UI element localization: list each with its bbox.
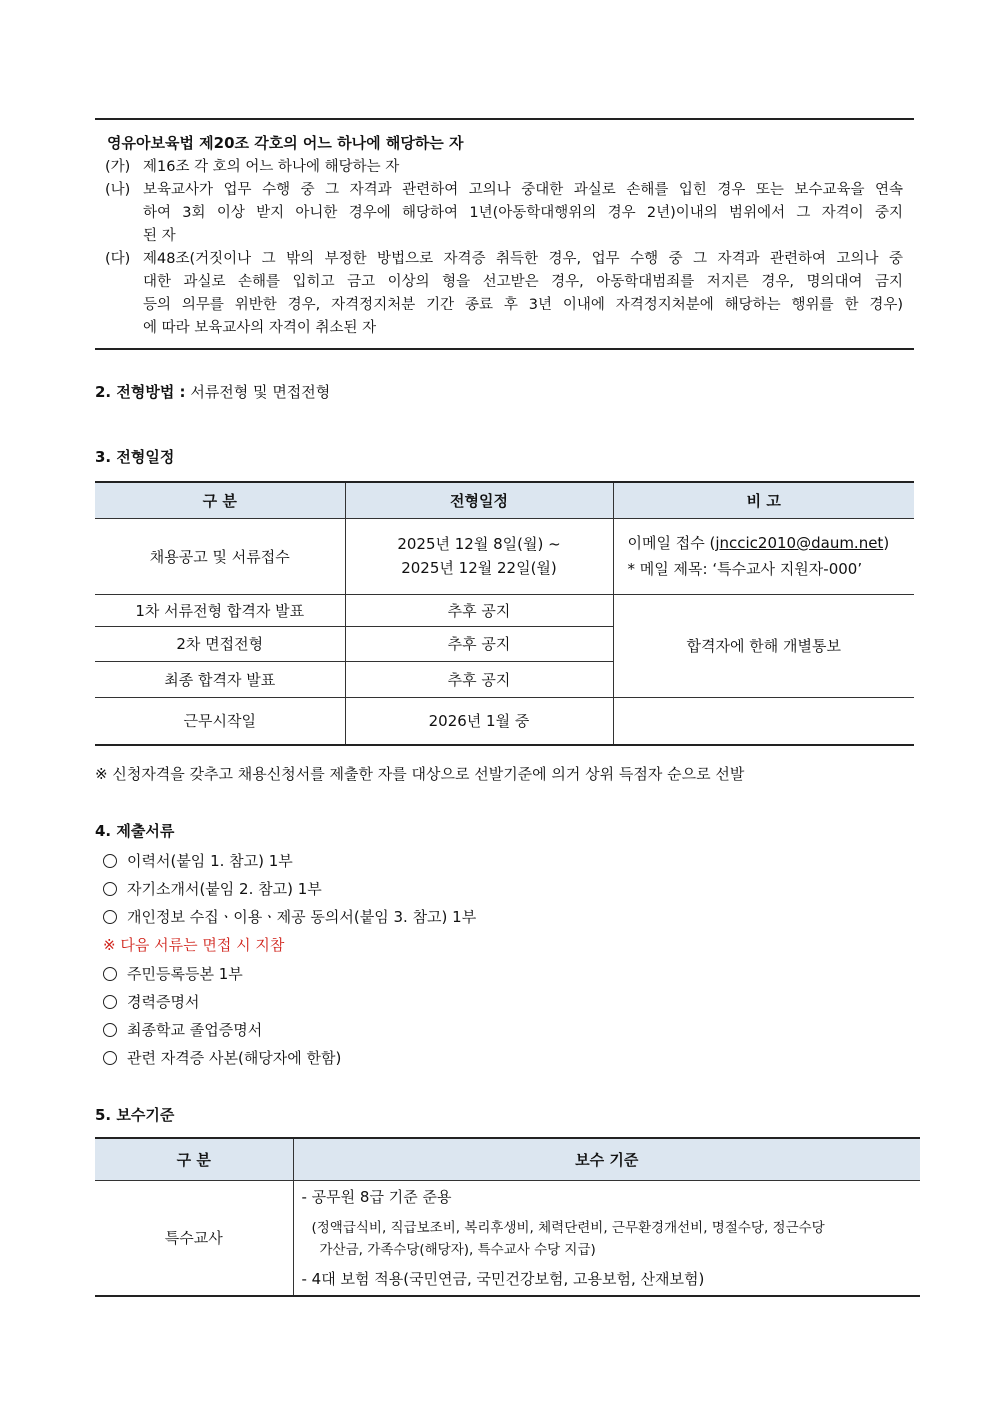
pay-allowance-line: 가산금, 가족수당(해당자), 특수교사 수당 지급) [319, 1241, 596, 1258]
email-link[interactable]: jnccic2010@daum.net [715, 534, 884, 552]
notify-note: 합격자에 한해 개별통보 [613, 594, 914, 697]
pay-line: - 공무원 8급 기준 준용 [301, 1187, 452, 1206]
documents-title: 4. 제출서류 [95, 822, 175, 840]
date-end: 2025년 12월 22일(월) [401, 559, 557, 577]
email-prefix: 이메일 접수 ( [627, 534, 716, 552]
schedule-footnote: ※ 신청자격을 갖추고 채용신청서를 제출한 자를 대상으로 선발기준에 의거 상위 득점자 순으로 선발 [95, 765, 745, 783]
email-suffix: ) [883, 534, 890, 552]
schedule-title: 3. 전형일정 [95, 448, 175, 466]
qualification-title: 영유아보육법 제20조 각호의 어느 하나에 해당하는 자 [107, 134, 464, 152]
interview-notice: ※ 다음 서류는 면접 시 지참 [103, 936, 285, 954]
list-item [103, 878, 322, 899]
pay-table [95, 1137, 920, 1297]
table-row [95, 1180, 920, 1296]
row-label: 근무시작일 [95, 697, 345, 745]
row-note [613, 518, 914, 594]
circle-bullet-icon [103, 995, 117, 1009]
header-pay: 보수 기준 [293, 1138, 920, 1180]
row-date: 2026년 1월 중 [345, 697, 613, 745]
item-line: 에 따라 보육교사의 자격이 취소된 자 [143, 320, 377, 336]
row-label: 2차 면접전형 [95, 626, 345, 661]
item-text: 개인정보 수집ㆍ이용ㆍ제공 동의서(붙임 3. 참고) 1부 [127, 908, 477, 926]
table-header-row [95, 482, 914, 518]
circle-bullet-icon [103, 854, 117, 868]
item-line: 하여 3회 이상 받지 아니한 경우에 해당하여 1년(아동학대행위의 경우 2년)이내의 범위에서 그 자격이 중지 [143, 205, 903, 221]
table-row [95, 594, 914, 626]
email-note [628, 530, 915, 556]
row-note-empty [613, 697, 914, 745]
circle-bullet-icon [103, 1023, 117, 1037]
circle-bullet-icon [103, 910, 117, 924]
circle-bullet-icon [103, 967, 117, 981]
header-note: 비 고 [613, 482, 914, 518]
date-start: 2025년 12월 8일(월) ~ [397, 535, 561, 553]
item-line: 등의 의무를 위반한 경우, 자격정지처분 기간 종료 후 3년 이내에 자격정지처분에 해당하는 행위를 한 경우) [143, 297, 903, 313]
table-row [95, 697, 914, 745]
item-mark: (다) [105, 251, 131, 267]
list-item [103, 1047, 341, 1068]
table-header-row [95, 1138, 920, 1180]
item-text: 이력서(붙임 1. 참고) 1부 [127, 852, 293, 870]
row-date: 추후 공지 [345, 661, 613, 697]
circle-bullet-icon [103, 882, 117, 896]
item-line: 대한 과실로 손해를 입히고 금고 이상의 형을 선고받은 경우, 아동학대범죄를 저지른 경우, 명의대여 금지 [143, 274, 903, 290]
pay-allowance-line: (정액급식비, 직급보조비, 복리후생비, 체력단련비, 근무환경개선비, 명절수당, 정근수당 [311, 1219, 825, 1236]
row-label: 최종 합격자 발표 [95, 661, 345, 697]
item-mark: (가) [105, 159, 131, 175]
item-text: 최종학교 졸업증명서 [127, 1021, 263, 1039]
item-mark: (나) [105, 182, 131, 198]
list-item [103, 963, 243, 984]
row-label: 1차 서류전형 합격자 발표 [95, 594, 345, 626]
schedule-table [95, 481, 914, 746]
item-text: 주민등록등본 1부 [127, 965, 243, 983]
row-date: 추후 공지 [345, 594, 613, 626]
qualification-item-da [95, 248, 914, 340]
pay-description [293, 1180, 920, 1296]
method-section [95, 381, 330, 402]
row-date: 추후 공지 [345, 626, 613, 661]
qualification-box [95, 118, 914, 350]
header-schedule: 전형일정 [345, 482, 613, 518]
pay-line: - 4대 보험 적용(국민연금, 국민건강보험, 고용보험, 산재보험) [301, 1269, 705, 1288]
header-category: 구 분 [95, 1138, 293, 1180]
method-title: 2. 전형방법 : [95, 383, 186, 401]
item-text: 관련 자격증 사본(해당자에 한함) [127, 1049, 342, 1067]
qualification-item-ga [95, 156, 914, 179]
qualification-item-na [95, 179, 914, 248]
pay-title: 5. 보수기준 [95, 1106, 175, 1124]
method-text: 서류전형 및 면접전형 [190, 383, 331, 401]
list-item [103, 1019, 262, 1040]
item-text: 자기소개서(붙임 2. 참고) 1부 [127, 880, 322, 898]
list-item [103, 850, 293, 871]
email-subject-note: * 메일 제목: ‘특수교사 지원자-000’ [627, 560, 863, 578]
pay-position: 특수교사 [95, 1180, 293, 1296]
item-line: 제48조(거짓이나 그 밖의 부정한 방법으로 자격증 취득한 경우, 업무 수행 중 그 자격과 관련하여 고의나 중 [143, 251, 903, 267]
item-line: 보육교사가 업무 수행 중 그 자격과 관련하여 고의나 중대한 과실로 손해를 입힌 경우 또는 보수교육을 연속 [143, 182, 903, 198]
circle-bullet-icon [103, 1051, 117, 1065]
row-date [345, 518, 613, 594]
list-item [103, 991, 199, 1012]
list-item [103, 906, 476, 927]
header-category: 구 분 [95, 482, 345, 518]
item-line: 된 자 [143, 228, 176, 244]
item-text: 경력증명서 [127, 993, 200, 1011]
table-row [95, 518, 914, 594]
row-label: 채용공고 및 서류접수 [95, 518, 345, 594]
item-line: 제16조 각 호의 어느 하나에 해당하는 자 [143, 159, 400, 175]
